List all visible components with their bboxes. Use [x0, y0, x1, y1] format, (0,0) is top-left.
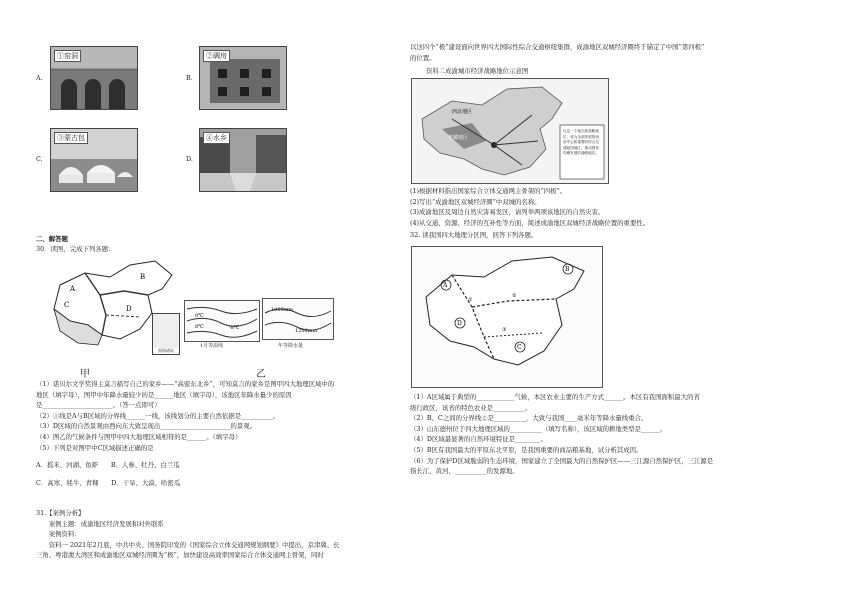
material2-title: 资料二成渝城市经济战略地位示意图 [426, 67, 529, 75]
option-a-photo [50, 46, 138, 110]
map2-label-c: C [517, 344, 522, 351]
q30-line: 是______________________。（答一点即可） [36, 401, 161, 410]
q31-question: (4)从交通、资源、经济的互补性等方面，简述成渝地区双城经济战略位置的重要性。 [410, 218, 650, 227]
map-jia-label-c: C [64, 301, 70, 309]
q32-line: 级行政区，该省的特色农业是__________。 [410, 403, 532, 412]
isotherm-lines [185, 301, 259, 341]
map2-label-a: A [443, 282, 448, 289]
map2-label-b: B [565, 266, 570, 273]
precipitation-lines [263, 299, 333, 339]
q32-line: （6）为了保护D区域脆弱的生态环境，国家建立了全国最大的自然保护区——三江源自然保护区，三江源是 [410, 456, 714, 465]
q32-title: 32. 读我国四大地理分区图，回答下列各题。 [410, 231, 538, 239]
q30-line: （5）下列是对图甲中C区域描述正确的是 [36, 443, 154, 452]
option-a-letter: A. [36, 74, 43, 82]
q30-body [36, 379, 334, 453]
map2-line-2: ② [512, 293, 517, 299]
map2-label-d: D [457, 320, 462, 327]
option-a-label: ①窑洞 [54, 50, 81, 62]
q31-question: (1)根据材料指出国家综合立体交通网主骨架的“四极”。 [410, 187, 567, 195]
right-top-text [410, 42, 704, 63]
precip-label-1200: 1200mm [295, 328, 318, 334]
precipitation-chart [262, 298, 334, 340]
q31-questions [410, 186, 649, 228]
isotherm-chart [184, 300, 260, 342]
map1-label-xibei: 西北地区 [452, 109, 473, 115]
four-regions-map-illustration [412, 247, 602, 387]
map-jia [40, 255, 180, 355]
q32-line: （5）B区有我国最大的平原东北平原，是我国重要的商品粮基地，试分析其成因。 [410, 445, 643, 454]
q31-question: (2)写出“成渝地区双城经济圈”中双城的名称。 [410, 197, 541, 206]
option-c-label: ③蒙古包 [54, 132, 88, 144]
q30-line: （1）诺贝尔文学奖得主莫言描写自己的家乡——“高密东北乡”，可知莫言的家乡是图甲四大地理区域中的 [36, 380, 335, 388]
q30-choice-cd: C．高寒、牦牛、青稞 D．干旱、大漠、哈密瓜 [36, 479, 181, 487]
option-b-label: ②碉房 [203, 50, 230, 62]
isotherm-label-neg8: -8℃ [229, 325, 240, 331]
inset-caption: 南海诸岛 [153, 348, 179, 354]
q30-choice-ab: A．摇米、河湖、鱼虾 B．人参、牡丹、白兰瓜 [36, 461, 180, 469]
q32-line: （1）A区域属于典型的____________气候，本区农业主要的生产方式______。本区有我国面积最大的省 [410, 393, 700, 401]
map-jia-label-a: A [70, 285, 76, 293]
isotherm-label-0: 0℃ [195, 313, 204, 319]
q30-line: （4）图乙的气候条件与图甲中四大地理区域相符的是______。（填字母） [36, 432, 242, 441]
q31-line: 31.【案例分析】 [36, 509, 85, 517]
section-title: 二、解答题 [36, 235, 68, 243]
q32-line: （4）D区域最显著的自然环境特征是________。 [410, 435, 548, 444]
fig-label-jia: 甲 [80, 369, 90, 380]
precip-label-1000: 1000mm [271, 307, 294, 313]
map1-label-qingzang: 青藏地区 [448, 135, 469, 141]
chengyu-strategy-map [411, 78, 609, 184]
q31-question: (3)成渝地区及周边自然灾害易发区，请列举两项该地区的自然灾害。 [410, 208, 605, 217]
map2-line-1: ① [468, 297, 473, 303]
map1-note: 以这一个地区新战略地位，成为全面发展的西部中心和重要的综合交通枢纽地区，推动国家均衡发展的战略地位。 [563, 129, 599, 156]
option-b-letter: B. [186, 74, 193, 82]
q31-line: 三角、粤港澳大湾区和成渝地区双城经济圈为“极”，加快建设高效率国家综合立体交通网主骨架，同时 [36, 551, 324, 560]
precipitation-caption: 年等降水量 [278, 343, 304, 349]
q30-line: （2）①线是A与B区域的分界线______一线，该线划分的主要自然依据是__________。 [36, 411, 280, 420]
isotherm-label-8: 8℃ [195, 324, 204, 330]
q31-line: 案例主题：成渝地区经济发展和对外联系 [36, 519, 164, 528]
option-d-label: ④水乡 [203, 132, 230, 144]
q32-line: （2）B、C之间的分界线②是__________，大致与我国____毫米年等降水量线重合。 [410, 414, 648, 423]
option-b-photo [199, 46, 287, 110]
q32-line: 指长江、黄河、__________的发源地。 [410, 467, 519, 476]
map-jia-label-d: D [126, 305, 132, 313]
fig-label-yi: 乙 [256, 369, 266, 380]
option-d-letter: D. [186, 155, 193, 163]
q30-line: 地区（填字母），图甲中年降水量较少的是______地区（填字母），该地区年降水量少的原因 [36, 390, 292, 399]
option-c-photo [50, 128, 138, 192]
option-d-photo [199, 128, 287, 192]
four-regions-map [411, 246, 603, 388]
q30-line: （3）D区域的自然景观由西向东大致呈现出______________________的景观。 [36, 422, 257, 431]
map-jia-label-b: B [140, 273, 146, 281]
q32-body [410, 392, 713, 477]
south-china-sea-inset [152, 313, 180, 355]
q31-body [36, 508, 340, 561]
map2-line-3: ③ [502, 327, 507, 333]
isotherm-caption: 1月等温线 [200, 343, 224, 349]
q30-title: 30．读图，完成下列各题： [36, 245, 115, 253]
q31-line: 资料一 2021年2月底，中共中央、国务院印发的《国家综合立体交通网规划纲要》中提出，京津冀、长 [36, 540, 340, 549]
q32-line: （3）山东德州位于四大地理区域的__________（填写名称），该区域的耕地类型是______。 [410, 424, 667, 433]
q31-line: 案例资料： [36, 530, 81, 539]
option-c-letter: C. [36, 155, 43, 163]
material-line: 的位置。 [410, 53, 436, 62]
material-line: 以这四个“极”建设面向世界四大国际性综合交通枢纽集群，成渝地区双城经济圈终于锚定了中国“第四极” [410, 43, 705, 51]
